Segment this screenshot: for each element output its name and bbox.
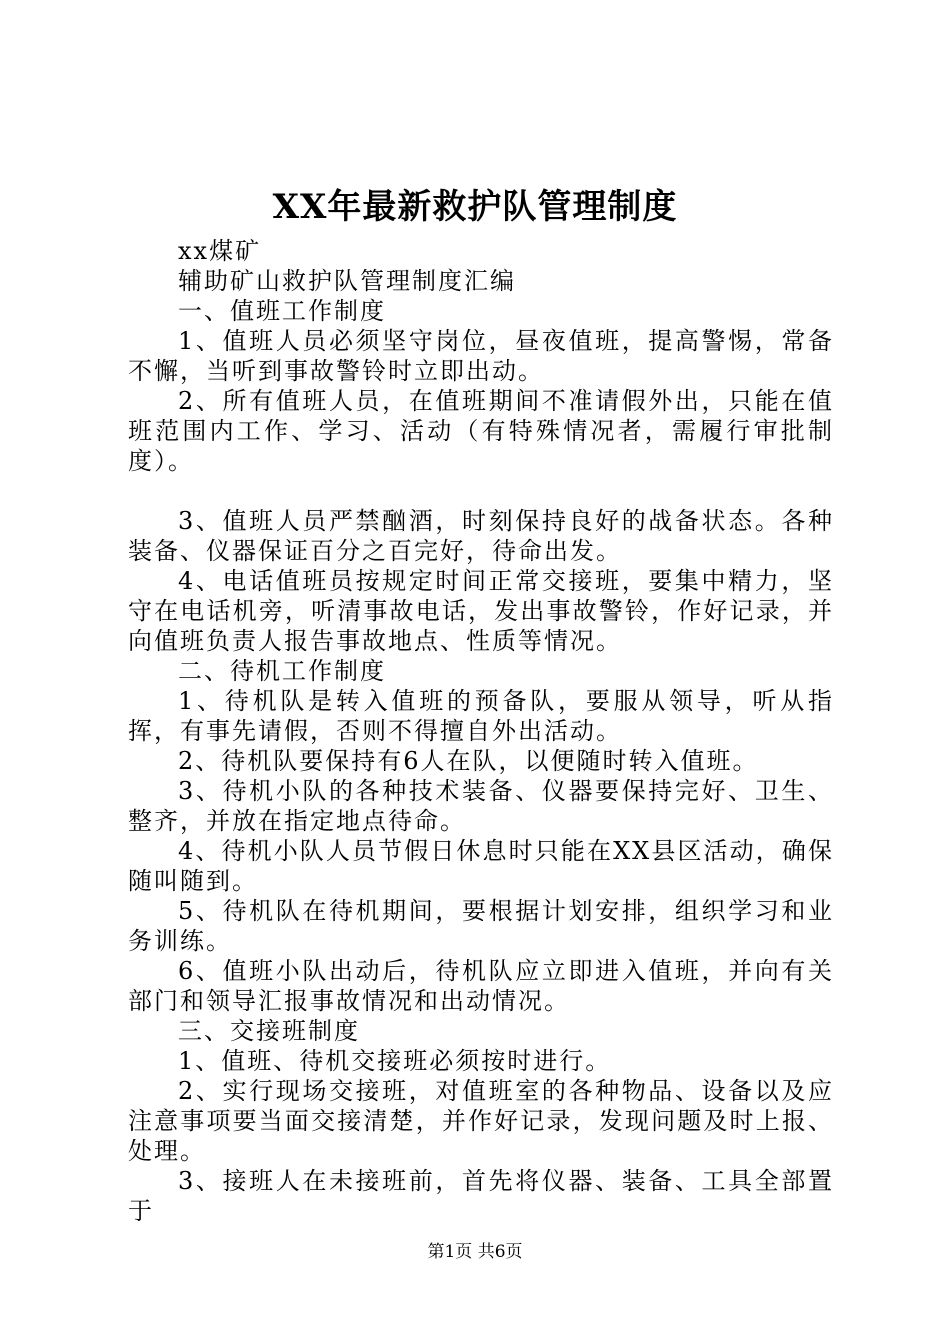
- paragraph: 辅助矿山救护队管理制度汇编: [178, 267, 516, 295]
- section-heading: 三、交接班制度: [178, 1017, 360, 1045]
- document-title: XX年最新救护队管理制度: [272, 187, 678, 227]
- page-footer: 第1页 共6页: [427, 1242, 523, 1262]
- paragraph: xx煤矿: [178, 237, 262, 265]
- paragraph: 4、电话值班员按规定时间正常交接班，要集中精力，坚守在电话机旁，听清事故电话，发出事故警铃，作好记录，并向值班负责人报告事故地点、性质等情况。: [128, 567, 834, 655]
- document-body: [128, 236, 834, 1226]
- paragraph: 1、值班人员必须坚守岗位，昼夜值班，提高警惕，常备不懈，当听到事故警铃时立即出动。: [128, 327, 834, 385]
- section-heading: 二、待机工作制度: [178, 657, 386, 685]
- section-heading: 一、值班工作制度: [178, 297, 386, 325]
- paragraph: 1、值班、待机交接班必须按时进行。: [178, 1047, 612, 1075]
- paragraph: 1、待机队是转入值班的预备队，要服从领导，听从指挥，有事先请假，否则不得擅自外出活动。: [128, 687, 834, 745]
- paragraph: 6、值班小队出动后，待机队应立即进入值班，并向有关部门和领导汇报事故情况和出动情况。: [128, 957, 834, 1015]
- paragraph: 4、待机小队人员节假日休息时只能在XX县区活动，确保随叫随到。: [128, 837, 834, 895]
- paragraph: 2、实行现场交接班，对值班室的各种物品、设备以及应注意事项要当面交接清楚，并作好记录，发现问题及时上报、处理。: [128, 1077, 834, 1165]
- paragraph: 3、待机小队的各种技术装备、仪器要保持完好、卫生、整齐，并放在指定地点待命。: [128, 777, 834, 835]
- paragraph: 2、所有值班人员，在值班期间不准请假外出，只能在值班范围内工作、学习、活动（有特殊情况者，需履行审批制度）。: [128, 387, 834, 475]
- paragraph: 2、待机队要保持有6人在队，以便随时转入值班。: [178, 747, 759, 775]
- paragraph: 3、接班人在未接班前，首先将仪器、装备、工具全部置于: [128, 1167, 834, 1225]
- paragraph: 3、值班人员严禁酗酒，时刻保持良好的战备状态。各种装备、仪器保证百分之百完好，待命出发。: [128, 507, 834, 565]
- paragraph: 5、待机队在待机期间，要根据计划安排，组织学习和业务训练。: [128, 897, 834, 955]
